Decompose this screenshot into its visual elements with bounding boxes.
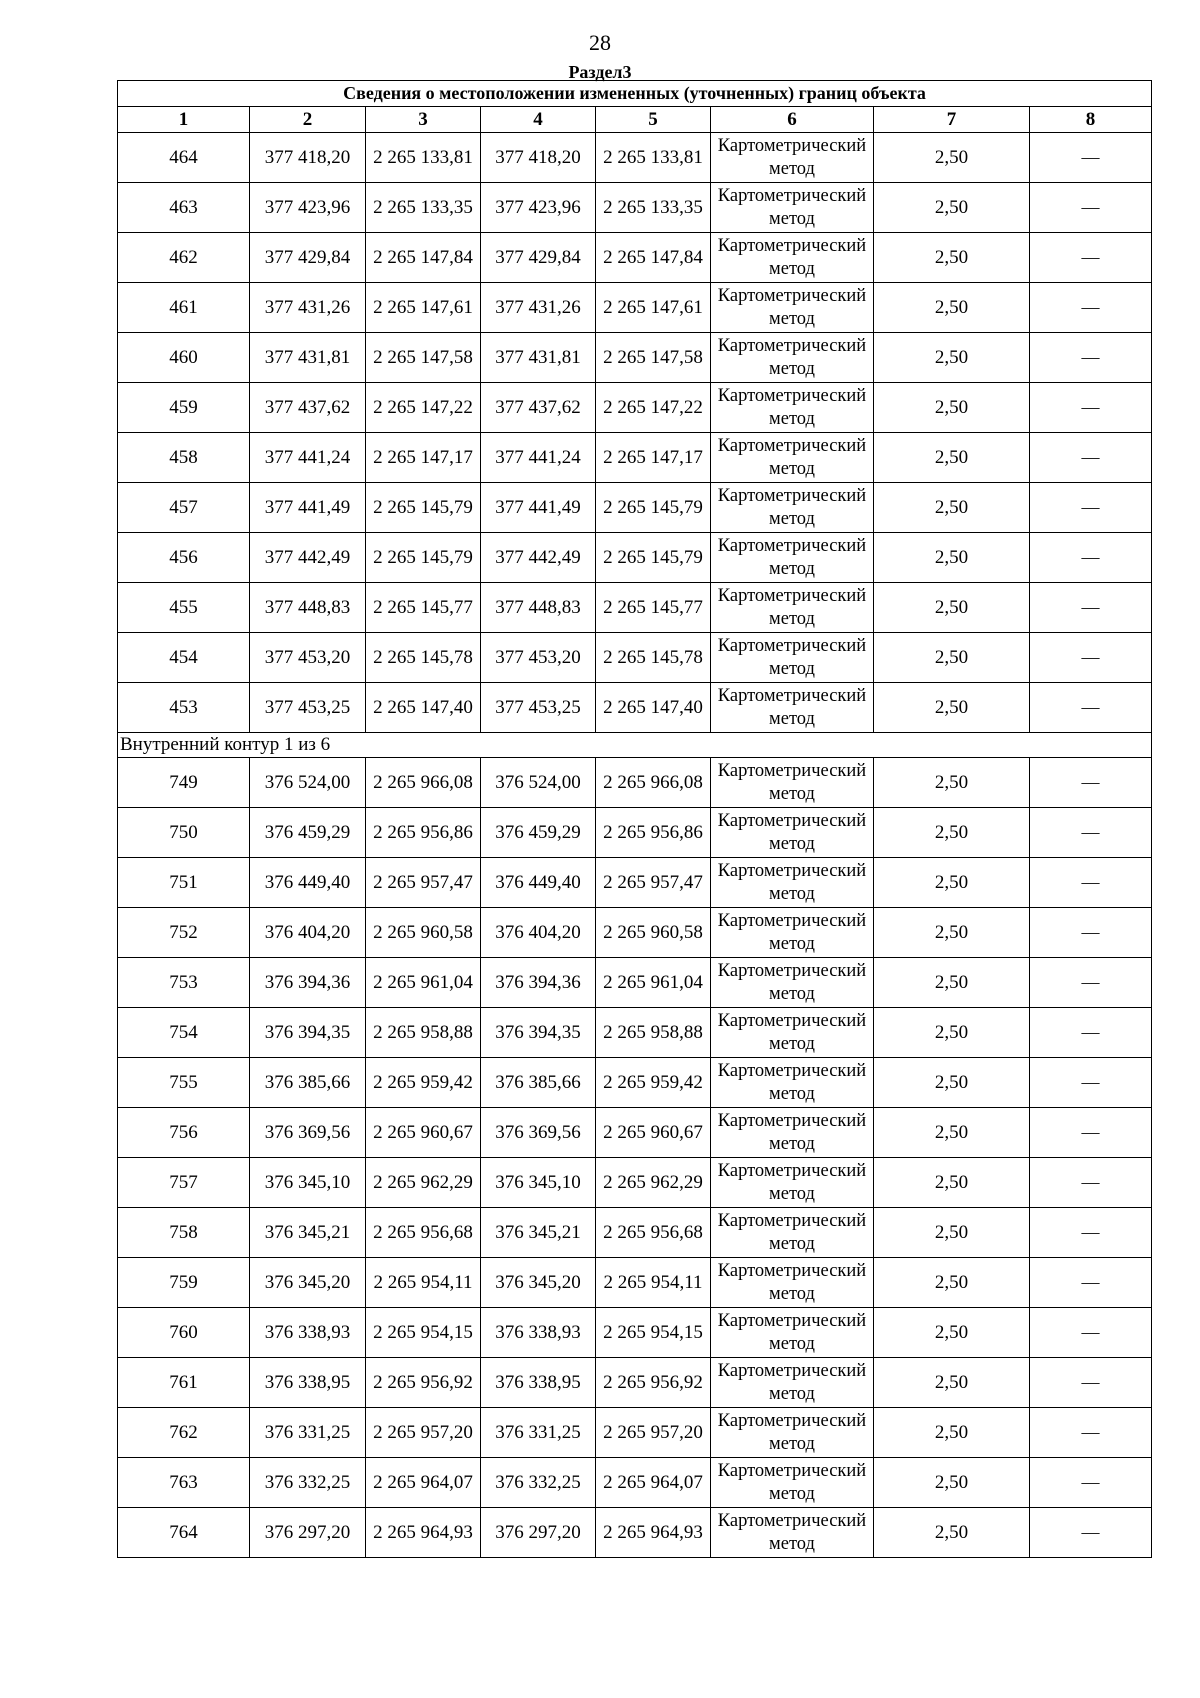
table-cell: 2 265 147,61 [366, 283, 481, 333]
table-cell: 377 442,49 [481, 533, 596, 583]
table-cell: 750 [118, 808, 250, 858]
table-cell: — [1030, 1108, 1152, 1158]
table-cell: 376 331,25 [250, 1408, 366, 1458]
table-cell: 376 449,40 [481, 858, 596, 908]
table-title: Сведения о местоположении измененных (уточненных) границ объекта [118, 81, 1152, 107]
table-cell: — [1030, 1258, 1152, 1308]
table-cell: 376 338,95 [481, 1358, 596, 1408]
table-cell: Картометрический метод [711, 283, 874, 333]
column-header: 3 [366, 107, 481, 133]
table-cell: 2 265 147,84 [366, 233, 481, 283]
table-cell: 2,50 [874, 1158, 1030, 1208]
table-cell: 2,50 [874, 1358, 1030, 1408]
table-cell: 377 441,24 [250, 433, 366, 483]
table-cell: 376 345,21 [250, 1208, 366, 1258]
table-cell: Картометрический метод [711, 1408, 874, 1458]
table-cell: 2 265 147,61 [596, 283, 711, 333]
table-cell: 377 423,96 [250, 183, 366, 233]
table-cell: — [1030, 233, 1152, 283]
table-cell: 377 431,26 [250, 283, 366, 333]
table-row [118, 383, 1152, 433]
table-row [118, 1258, 1152, 1308]
table-cell: 2 265 145,77 [596, 583, 711, 633]
table-cell: 757 [118, 1158, 250, 1208]
table-cell: — [1030, 333, 1152, 383]
column-header: 8 [1030, 107, 1152, 133]
table-cell: 2,50 [874, 633, 1030, 683]
table-cell: 752 [118, 908, 250, 958]
table-cell: — [1030, 633, 1152, 683]
table-cell: Картометрический метод [711, 1508, 874, 1558]
table-cell: — [1030, 1458, 1152, 1508]
table-cell: 2 265 957,47 [596, 858, 711, 908]
table-cell: 2 265 959,42 [596, 1058, 711, 1108]
table-cell: 377 441,49 [250, 483, 366, 533]
table-cell: 2,50 [874, 958, 1030, 1008]
table-cell: Картометрический метод [711, 1358, 874, 1408]
table-cell: 2 265 145,77 [366, 583, 481, 633]
table-cell: 2 265 956,68 [366, 1208, 481, 1258]
table-cell: 2,50 [874, 1108, 1030, 1158]
column-header: 1 [118, 107, 250, 133]
table-cell: 376 524,00 [250, 758, 366, 808]
table-cell: 2,50 [874, 483, 1030, 533]
table-cell: 376 459,29 [250, 808, 366, 858]
table-cell: — [1030, 183, 1152, 233]
table-cell: Картометрический метод [711, 908, 874, 958]
table-cell: 2 265 147,40 [366, 683, 481, 733]
table-cell: Картометрический метод [711, 433, 874, 483]
table-cell: — [1030, 1058, 1152, 1108]
table-cell: 377 441,24 [481, 433, 596, 483]
table-cell: 2 265 957,20 [596, 1408, 711, 1458]
table-cell: 2 265 956,86 [596, 808, 711, 858]
table-cell: 377 453,25 [250, 683, 366, 733]
table-cell: 2 265 960,58 [366, 908, 481, 958]
table-cell: 2 265 133,35 [596, 183, 711, 233]
table-cell: 2 265 962,29 [596, 1158, 711, 1208]
table-cell: 454 [118, 633, 250, 683]
table-cell: 2 265 954,11 [366, 1258, 481, 1308]
table-cell: Картометрический метод [711, 1108, 874, 1158]
table-cell: 2,50 [874, 908, 1030, 958]
table-cell: Картометрический метод [711, 233, 874, 283]
table-cell: 376 332,25 [481, 1458, 596, 1508]
table-cell: 2,50 [874, 858, 1030, 908]
table-cell: 377 423,96 [481, 183, 596, 233]
table-cell: 2 265 964,93 [596, 1508, 711, 1558]
table-cell: 2,50 [874, 283, 1030, 333]
table-cell: 376 385,66 [481, 1058, 596, 1108]
table-cell: 2,50 [874, 683, 1030, 733]
table-cell: 2 265 147,22 [596, 383, 711, 433]
table-cell: — [1030, 533, 1152, 583]
table-cell: 453 [118, 683, 250, 733]
table-cell: 2,50 [874, 1508, 1030, 1558]
table-row [118, 1408, 1152, 1458]
table-cell: 759 [118, 1258, 250, 1308]
table-cell: Картометрический метод [711, 1308, 874, 1358]
table-row [118, 333, 1152, 383]
table-cell: Картометрический метод [711, 808, 874, 858]
table-cell: 2 265 133,81 [366, 133, 481, 183]
table-cell: 377 431,81 [481, 333, 596, 383]
table-row [118, 808, 1152, 858]
table-cell: 2,50 [874, 808, 1030, 858]
table-cell: 376 345,20 [250, 1258, 366, 1308]
table-row [118, 133, 1152, 183]
table-cell: 376 404,20 [250, 908, 366, 958]
table-row [118, 433, 1152, 483]
table-cell: 2,50 [874, 1058, 1030, 1108]
table-cell: Картометрический метод [711, 633, 874, 683]
table-cell: Картометрический метод [711, 1258, 874, 1308]
table-cell: 758 [118, 1208, 250, 1258]
table-cell: 2 265 133,81 [596, 133, 711, 183]
table-cell: 763 [118, 1458, 250, 1508]
table-cell: 2 265 954,11 [596, 1258, 711, 1308]
table-cell: 2 265 957,20 [366, 1408, 481, 1458]
table-cell: 377 429,84 [250, 233, 366, 283]
table-row [118, 908, 1152, 958]
table-cell: 376 394,35 [481, 1008, 596, 1058]
table-cell: 755 [118, 1058, 250, 1108]
table-cell: 2 265 133,35 [366, 183, 481, 233]
table-cell: 376 345,10 [250, 1158, 366, 1208]
table-row [118, 483, 1152, 533]
table-row [118, 583, 1152, 633]
table-cell: 2 265 956,86 [366, 808, 481, 858]
table-cell: 459 [118, 383, 250, 433]
table-cell: Картометрический метод [711, 333, 874, 383]
table-cell: 377 448,83 [481, 583, 596, 633]
table-cell: 2 265 962,29 [366, 1158, 481, 1208]
table-cell: 749 [118, 758, 250, 808]
table-cell: 2 265 960,58 [596, 908, 711, 958]
table-cell: — [1030, 1308, 1152, 1358]
table-cell: 377 453,25 [481, 683, 596, 733]
table-cell: 376 297,20 [250, 1508, 366, 1558]
table-cell: 457 [118, 483, 250, 533]
table-cell: 377 453,20 [481, 633, 596, 683]
table-cell: Картометрический метод [711, 133, 874, 183]
table-cell: 2 265 956,92 [366, 1358, 481, 1408]
table-row [118, 183, 1152, 233]
table-row [118, 1308, 1152, 1358]
table-cell: Картометрический метод [711, 483, 874, 533]
contour-label: Внутренний контур 1 из 6 [118, 733, 1152, 758]
column-header: 2 [250, 107, 366, 133]
table-cell: 2 265 954,15 [596, 1308, 711, 1358]
table-cell: Картометрический метод [711, 383, 874, 433]
table-cell: 376 369,56 [481, 1108, 596, 1158]
table-cell: 377 448,83 [250, 583, 366, 633]
table-cell: 2,50 [874, 1458, 1030, 1508]
table-cell: 2 265 966,08 [366, 758, 481, 808]
table-cell: Картометрический метод [711, 683, 874, 733]
table-cell: 376 449,40 [250, 858, 366, 908]
table-cell: 2 265 145,79 [596, 483, 711, 533]
table-cell: 2 265 961,04 [366, 958, 481, 1008]
table-cell: Картометрический метод [711, 758, 874, 808]
table-cell: 376 331,25 [481, 1408, 596, 1458]
table-cell: — [1030, 1208, 1152, 1258]
table-row [118, 1358, 1152, 1408]
table-cell: 2 265 960,67 [596, 1108, 711, 1158]
table-row [118, 1008, 1152, 1058]
table-row [118, 1208, 1152, 1258]
table-cell: 376 345,10 [481, 1158, 596, 1208]
table-cell: 2 265 147,17 [366, 433, 481, 483]
table-cell: 376 345,21 [481, 1208, 596, 1258]
table-cell: Картометрический метод [711, 958, 874, 1008]
table-cell: — [1030, 1008, 1152, 1058]
table-cell: 2 265 958,88 [366, 1008, 481, 1058]
table-cell: 458 [118, 433, 250, 483]
table-cell: Картометрический метод [711, 858, 874, 908]
table-cell: 2 265 958,88 [596, 1008, 711, 1058]
table-cell: 377 418,20 [250, 133, 366, 183]
table-row [118, 1058, 1152, 1108]
table-cell: 2 265 964,93 [366, 1508, 481, 1558]
table-cell: Картометрический метод [711, 1208, 874, 1258]
table-cell: 2 265 145,78 [366, 633, 481, 683]
table-row [118, 1158, 1152, 1208]
table-cell: 2 265 145,78 [596, 633, 711, 683]
table-cell: 762 [118, 1408, 250, 1458]
table-cell: Картометрический метод [711, 1458, 874, 1508]
table-cell: Картометрический метод [711, 583, 874, 633]
table-cell: 376 338,93 [481, 1308, 596, 1358]
table-cell: 2 265 145,79 [366, 483, 481, 533]
table-cell: — [1030, 808, 1152, 858]
table-cell: 2 265 956,68 [596, 1208, 711, 1258]
table-row [118, 283, 1152, 333]
table-cell: — [1030, 1358, 1152, 1408]
table-cell: 376 394,36 [250, 958, 366, 1008]
contour-row [118, 733, 1152, 758]
table-cell: — [1030, 683, 1152, 733]
table-cell: 377 437,62 [250, 383, 366, 433]
table-cell: 377 453,20 [250, 633, 366, 683]
table-cell: 376 524,00 [481, 758, 596, 808]
table-cell: 463 [118, 183, 250, 233]
table-cell: Картометрический метод [711, 533, 874, 583]
table-cell: 376 459,29 [481, 808, 596, 858]
column-header: 5 [596, 107, 711, 133]
table-cell: 2,50 [874, 583, 1030, 633]
table-cell: 377 442,49 [250, 533, 366, 583]
table-cell: 462 [118, 233, 250, 283]
table-cell: 2 265 961,04 [596, 958, 711, 1008]
table-cell: 377 431,81 [250, 333, 366, 383]
table-cell: 2 265 147,17 [596, 433, 711, 483]
table-row [118, 1458, 1152, 1508]
table-cell: 376 297,20 [481, 1508, 596, 1558]
table-cell: — [1030, 133, 1152, 183]
table-cell: 376 338,95 [250, 1358, 366, 1408]
column-header: 6 [711, 107, 874, 133]
table-cell: — [1030, 583, 1152, 633]
table-cell: 756 [118, 1108, 250, 1158]
table-cell: 2 265 964,07 [366, 1458, 481, 1508]
table-cell: 2,50 [874, 433, 1030, 483]
page-number: 28 [589, 30, 611, 55]
table-cell: 376 369,56 [250, 1108, 366, 1158]
table-cell: 464 [118, 133, 250, 183]
table-cell: 2 265 966,08 [596, 758, 711, 808]
table-row [118, 858, 1152, 908]
table-cell: 754 [118, 1008, 250, 1058]
table-cell: 376 332,25 [250, 1458, 366, 1508]
table-cell: 460 [118, 333, 250, 383]
table-cell: 2,50 [874, 758, 1030, 808]
table-row [118, 1108, 1152, 1158]
table-cell: — [1030, 283, 1152, 333]
table-cell: 761 [118, 1358, 250, 1408]
table-cell: 377 441,49 [481, 483, 596, 533]
table-row [118, 683, 1152, 733]
table-cell: — [1030, 433, 1152, 483]
table-cell: Картометрический метод [711, 1158, 874, 1208]
table-cell: — [1030, 908, 1152, 958]
table-cell: 2 265 147,58 [366, 333, 481, 383]
table-cell: 2,50 [874, 183, 1030, 233]
table-cell: 376 338,93 [250, 1308, 366, 1358]
table-cell: 377 418,20 [481, 133, 596, 183]
table-row [118, 958, 1152, 1008]
table-cell: 2 265 147,22 [366, 383, 481, 433]
table-cell: 2 265 960,67 [366, 1108, 481, 1158]
table-cell: — [1030, 383, 1152, 433]
table-cell: 2,50 [874, 1308, 1030, 1358]
table-cell: 2 265 956,92 [596, 1358, 711, 1408]
table-cell: 377 429,84 [481, 233, 596, 283]
table-cell: — [1030, 858, 1152, 908]
table-cell: 2 265 954,15 [366, 1308, 481, 1358]
table-cell: 456 [118, 533, 250, 583]
column-header: 7 [874, 107, 1030, 133]
table-cell: 2 265 145,79 [596, 533, 711, 583]
table-cell: — [1030, 1508, 1152, 1558]
table-row [118, 633, 1152, 683]
table-cell: 764 [118, 1508, 250, 1558]
table-cell: — [1030, 483, 1152, 533]
table-cell: 760 [118, 1308, 250, 1358]
table-cell: 2,50 [874, 1408, 1030, 1458]
table-cell: 2 265 147,58 [596, 333, 711, 383]
table-cell: 2 265 145,79 [366, 533, 481, 583]
table-cell: 376 394,36 [481, 958, 596, 1008]
table-cell: 2 265 147,40 [596, 683, 711, 733]
table-cell: 2,50 [874, 383, 1030, 433]
table-cell: Картометрический метод [711, 183, 874, 233]
table-cell: Картометрический метод [711, 1058, 874, 1108]
table-cell: 376 404,20 [481, 908, 596, 958]
table-cell: 461 [118, 283, 250, 333]
table-cell: 751 [118, 858, 250, 908]
table-cell: 2,50 [874, 533, 1030, 583]
table-cell: 2 265 964,07 [596, 1458, 711, 1508]
boundary-table [117, 80, 1152, 1558]
table-cell: — [1030, 958, 1152, 1008]
table-row [118, 533, 1152, 583]
table-cell: 376 385,66 [250, 1058, 366, 1108]
table-cell: 2,50 [874, 133, 1030, 183]
table-cell: 2,50 [874, 1008, 1030, 1058]
table-row [118, 233, 1152, 283]
section-title: Раздел3 [568, 62, 632, 82]
table-cell: 2 265 959,42 [366, 1058, 481, 1108]
table-row [118, 1508, 1152, 1558]
table-cell: 2,50 [874, 233, 1030, 283]
table-row [118, 758, 1152, 808]
table-cell: 2 265 147,84 [596, 233, 711, 283]
table-cell: — [1030, 1158, 1152, 1208]
table-cell: 2,50 [874, 1258, 1030, 1308]
table-cell: 376 345,20 [481, 1258, 596, 1308]
table-cell: 455 [118, 583, 250, 633]
table-cell: 2 265 957,47 [366, 858, 481, 908]
table-cell: 2,50 [874, 333, 1030, 383]
table-cell: 753 [118, 958, 250, 1008]
table-cell: 376 394,35 [250, 1008, 366, 1058]
table-cell: — [1030, 1408, 1152, 1458]
table-cell: Картометрический метод [711, 1008, 874, 1058]
table-cell: 377 431,26 [481, 283, 596, 333]
column-header: 4 [481, 107, 596, 133]
table-cell: 377 437,62 [481, 383, 596, 433]
table-cell: — [1030, 758, 1152, 808]
table-cell: 2,50 [874, 1208, 1030, 1258]
